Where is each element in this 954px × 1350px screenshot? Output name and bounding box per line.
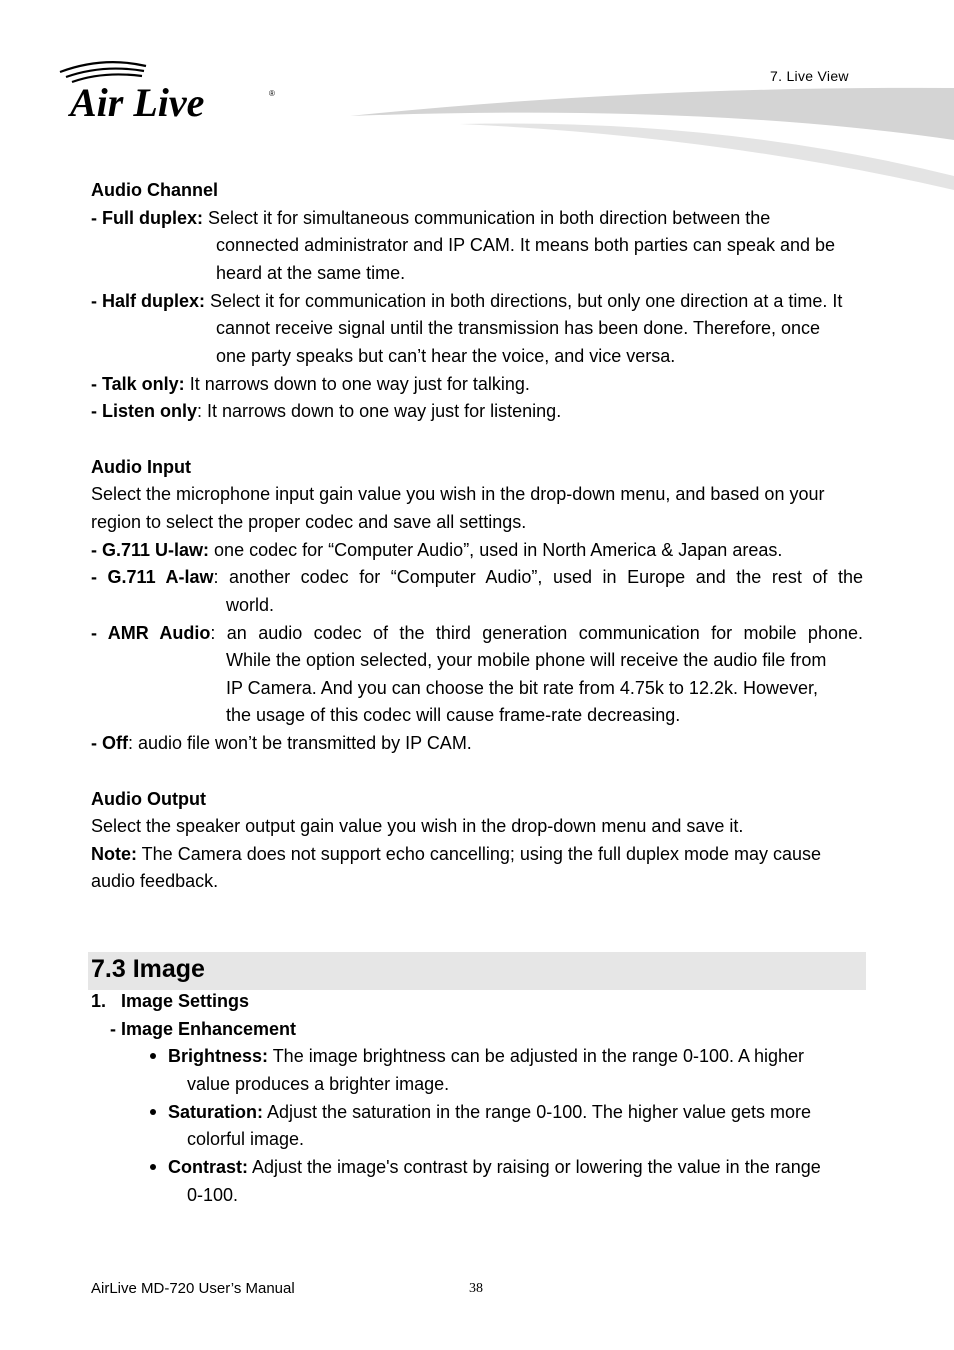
audio-output-heading: Audio Output [91, 789, 206, 809]
note-line-2: audio feedback. [91, 871, 219, 891]
bullet-dot [150, 1164, 156, 1170]
bullet-dot [150, 1109, 156, 1115]
audio-output-text: Select the speaker output gain value you wish in the drop-down menu and save it. [91, 816, 744, 836]
header-swoosh [340, 78, 954, 198]
page-number: 38 [469, 1281, 483, 1296]
image-settings-item: 1. Image Settings [91, 991, 250, 1011]
amr-line-4: the usage of this codec will cause frame-rate decreasing. [226, 705, 681, 725]
saturation-line-1: Saturation: Adjust the saturation in the range 0-100. The higher value gets more [168, 1102, 812, 1122]
half-duplex-line-3: one party speaks but can’t hear the voice, and vice versa. [216, 346, 676, 366]
half-duplex-line-1: - Half duplex: Select it for communication in both directions, but only one direction at a time. It [91, 291, 843, 311]
footer-manual-title: AirLive MD-720 User’s Manual [91, 1280, 295, 1297]
talk-only-line: - Talk only: It narrows down to one way just for talking. [91, 374, 530, 394]
amr-line-1: - AMR Audio: an audio codec of the third generation communication for mobile phone. [91, 623, 863, 643]
svg-text:Air Live: Air Live [70, 80, 205, 123]
chapter-title: 7. Live View [770, 68, 849, 84]
full-duplex-line-1: - Full duplex: Select it for simultaneous communication in both direction between the [91, 208, 771, 228]
ulaw-line: - G.711 U-law: one codec for “Computer Audio”, used in North America & Japan areas. [91, 540, 783, 560]
contrast-line-1: Contrast: Adjust the image's contrast by raising or lowering the value in the range [168, 1157, 821, 1177]
bullet-dot [150, 1053, 156, 1059]
audio-input-heading: Audio Input [91, 457, 191, 477]
audio-input-intro-1: Select the microphone input gain value you wish in the drop-down menu, and based on your [91, 484, 825, 504]
airlive-logo [58, 58, 283, 123]
full-duplex-line-2: connected administrator and IP CAM. It means both parties can speak and be [216, 235, 836, 255]
brightness-line-1: Brightness: The image brightness can be adjusted in the range 0-100. A higher [168, 1046, 805, 1066]
note-line-1: Note: The Camera does not support echo cancelling; using the full duplex mode may cause [91, 844, 822, 864]
half-duplex-line-2: cannot receive signal until the transmission has been done. Therefore, once [216, 318, 821, 338]
image-enhancement-heading: - Image Enhancement [110, 1019, 297, 1039]
alaw-line-1: - G.711 A-law: another codec for “Computer Audio”, used in Europe and the rest of the [91, 567, 863, 587]
full-duplex-line-3: heard at the same time. [216, 263, 406, 283]
section-title: 7.3 Image [91, 955, 205, 983]
brightness-line-2: value produces a brighter image. [187, 1074, 450, 1094]
off-line: - Off: audio file won’t be transmitted by IP CAM. [91, 733, 472, 753]
audio-channel-heading: Audio Channel [91, 180, 218, 200]
contrast-line-2: 0-100. [187, 1185, 239, 1205]
amr-line-3: IP Camera. And you can choose the bit rate from 4.75k to 12.2k. However, [226, 678, 818, 698]
alaw-line-2: world. [226, 595, 275, 615]
audio-input-intro-2: region to select the proper codec and save all settings. [91, 512, 527, 532]
amr-line-2: While the option selected, your mobile phone will receive the audio file from [226, 650, 827, 670]
listen-only-line: - Listen only: It narrows down to one way just for listening. [91, 401, 562, 421]
svg-text:®: ® [269, 89, 275, 98]
saturation-line-2: colorful image. [187, 1129, 305, 1149]
